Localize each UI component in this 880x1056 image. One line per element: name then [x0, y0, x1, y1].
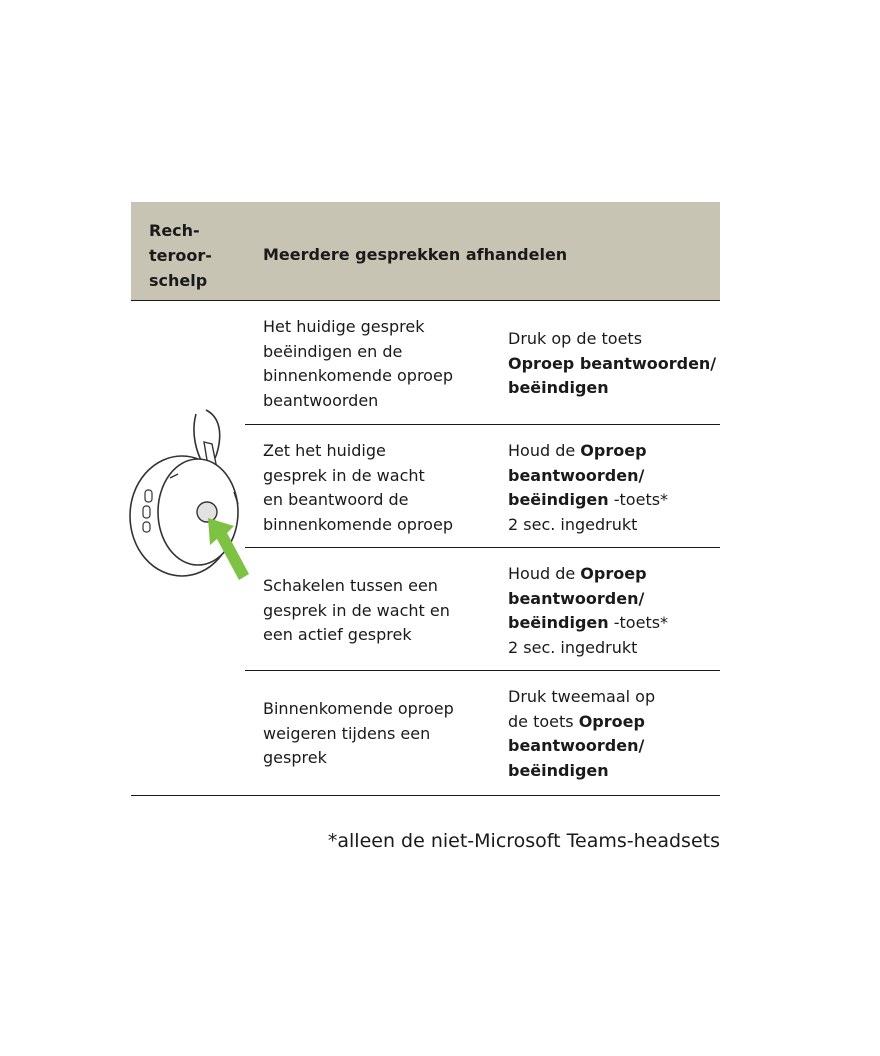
table-header [131, 202, 720, 301]
action-text: Druk op de toets [508, 329, 643, 348]
row-description: Het huidige gesprek beëindigen en de binnenkomende oproep beantwoorden [263, 317, 453, 410]
row-description: Schakelen tussen een gesprek in de wacht en een actief gesprek [263, 576, 450, 644]
row-description: Zet het huidige gesprek in de wacht en beantwoord de binnenkomende oproep [263, 441, 453, 534]
action-text: Houd de [508, 441, 581, 460]
row-action [508, 685, 718, 783]
row-description: Binnenkomende oproep weigeren tijdens een gesprek [263, 699, 454, 767]
button-name-text: Oproep beantwoorden/ beëindigen [508, 441, 647, 509]
table-row [245, 548, 720, 671]
row-action [508, 562, 718, 660]
header-ear-label: Rech- teroor- schelp [149, 221, 212, 290]
action-text: Houd de [508, 564, 581, 583]
table-row [245, 425, 720, 548]
action-text: -toets* 2 sec. ingedrukt [508, 613, 669, 657]
table-row [245, 301, 720, 425]
action-text: Druk tweemaal op de toets [508, 687, 656, 731]
button-name-text: Oproep beantwoorden/ beëindigen [508, 564, 647, 632]
header-title: Meerdere gesprekken afhandelen [263, 245, 568, 264]
table-row [131, 671, 720, 796]
action-text: -toets* 2 sec. ingedrukt [508, 490, 669, 534]
row-action [508, 439, 718, 537]
button-name-text: Oproep beantwoorden/ beëindigen [508, 711, 645, 780]
row-action [508, 327, 718, 401]
footnote: *alleen de niet-Microsoft Teams-headsets [327, 830, 720, 852]
green-arrow-icon [200, 510, 260, 590]
button-name-text: Oproep beantwoorden/ beëindigen [508, 353, 717, 397]
